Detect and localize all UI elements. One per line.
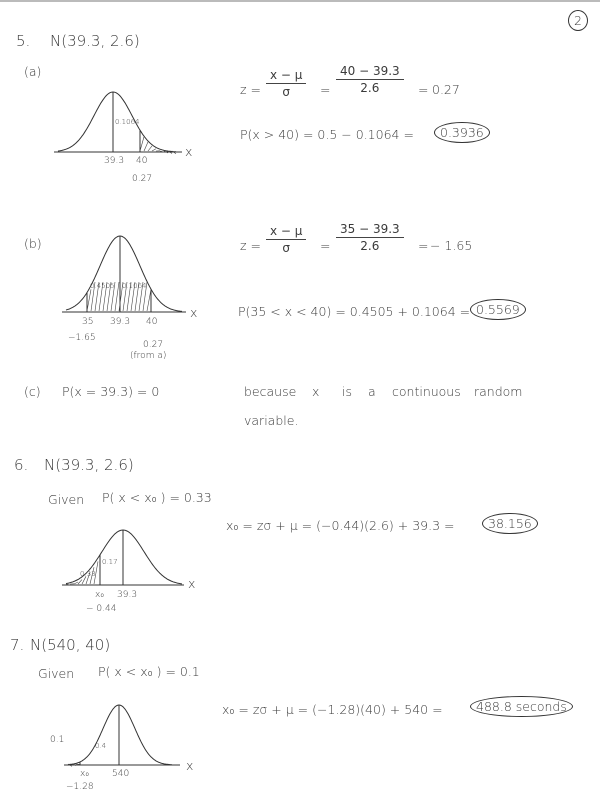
numerator: x − μ	[266, 68, 306, 84]
denominator: σ	[282, 241, 291, 255]
q7-area-inner: 0.4	[95, 742, 107, 750]
shading-hatch	[87, 289, 91, 311]
q6-given-expression: P( x < x₀ ) = 0.33	[102, 490, 212, 505]
q7-mean-label: 540	[112, 769, 130, 779]
q6-axis-label: x	[188, 576, 196, 591]
q5b-right-note: (from a)	[130, 351, 167, 361]
q5b-probability: P(35 < x < 40) = 0.4505 + 0.1064 =	[238, 304, 471, 319]
q5b-z-fraction-values	[336, 222, 404, 253]
q7-given: Given	[38, 666, 75, 681]
q7-distribution: N(540, 40)	[30, 636, 111, 654]
q5b-left-label: 35	[82, 317, 94, 327]
q5c-word: continuous	[392, 384, 461, 399]
q5c-word: random	[474, 384, 523, 399]
q7-z-label: −1.28	[66, 782, 94, 792]
q5-distribution: N(39.3, 2.6)	[50, 32, 140, 50]
shading-hatch	[144, 142, 148, 151]
shading-hatch	[148, 146, 152, 151]
q5c-word: x	[312, 384, 320, 399]
shading-hatch	[140, 137, 144, 151]
q5c-word: a	[368, 384, 376, 399]
q5a-axis-label: x	[185, 144, 193, 159]
q5c-statement: P(x = 39.3) = 0	[62, 384, 160, 399]
q5a-label: (a)	[24, 64, 42, 79]
q6-x0-label: x₀	[95, 590, 104, 600]
q5b-axis-label: x	[190, 305, 198, 320]
q5b-mean-label: 39.3	[110, 317, 131, 327]
q7-answer: 488.8 seconds	[470, 696, 573, 717]
q6-number: 6.	[14, 456, 29, 474]
q5a-z-lhs: z =	[240, 82, 262, 97]
q7-tail-label: 0.1	[50, 735, 65, 745]
q6-answer: 38.156	[482, 513, 538, 534]
denominator: 2.6	[360, 239, 380, 253]
q5-number: 5.	[16, 32, 31, 50]
bell-curve	[68, 705, 172, 765]
q5b-area-left: 0.4505	[90, 282, 115, 290]
q7-number: 7.	[10, 636, 25, 654]
denominator: 2.6	[360, 81, 380, 95]
q5b-answer: 0.5569	[470, 299, 526, 320]
q5a-probability: P(x > 40) = 0.5 − 0.1064 =	[240, 127, 414, 142]
q5a-x-label: 40	[136, 156, 148, 166]
q6-given: Given	[48, 492, 85, 507]
q7-given-expression: P( x < x₀ ) = 0.1	[98, 664, 200, 679]
q6-z-label: − 0.44	[86, 604, 117, 614]
q6-formula: x₀ = zσ + μ = (−0.44)(2.6) + 39.3 =	[226, 518, 455, 533]
q5c-word: because	[244, 384, 297, 399]
q5b-z-fraction	[266, 224, 306, 255]
q5a-area-label: 0.1064	[115, 118, 140, 126]
q6-distribution: N(39.3, 2.6)	[44, 456, 134, 474]
bell-curve	[66, 236, 182, 311]
q6-area-tail: 0.33	[80, 570, 96, 578]
equals: =	[418, 82, 429, 97]
q5b-left-z: −1.65	[68, 333, 96, 343]
q5a-z-label: 0.27	[132, 174, 153, 184]
shading-hatch	[152, 149, 156, 151]
q7-x0-label: x₀	[80, 769, 89, 779]
denominator: σ	[282, 85, 291, 99]
equals: =	[320, 82, 331, 97]
shading-hatch	[147, 289, 151, 311]
q5b-label: (b)	[24, 236, 42, 251]
shading-hatch	[115, 282, 119, 311]
shading-hatch	[74, 582, 78, 584]
numerator: 40 − 39.3	[336, 64, 404, 80]
q5b-right-label: 40	[146, 317, 158, 327]
q5c-line2: variable.	[244, 413, 299, 428]
q5b-z-lhs: z =	[240, 238, 262, 253]
q5a-mean-label: 39.3	[104, 156, 125, 166]
q6-mean-label: 39.3	[117, 590, 138, 600]
shading-hatch	[78, 580, 82, 584]
numerator: 35 − 39.3	[336, 222, 404, 238]
q6-area-inner: 0.17	[102, 558, 118, 566]
q5a-z-fraction	[266, 68, 306, 99]
q5b-right-z: 0.27	[143, 340, 164, 350]
q7-axis-label: x	[186, 758, 194, 773]
q5a-answer: 0.3936	[434, 122, 490, 143]
q5b-area-right: 0.1064	[122, 282, 147, 290]
q5a-z-fraction-values	[336, 64, 404, 95]
q5b-z-value: − 1.65	[430, 238, 473, 253]
page-number: 2	[568, 10, 588, 31]
numerator: x − μ	[266, 224, 306, 240]
equals: =	[418, 238, 429, 253]
q5a-z-value: 0.27	[432, 82, 460, 97]
q7-formula: x₀ = zσ + μ = (−1.28)(40) + 540 =	[222, 702, 443, 717]
equals: =	[320, 238, 331, 253]
q5c-label: (c)	[24, 384, 41, 399]
q5c-word: is	[342, 384, 352, 399]
